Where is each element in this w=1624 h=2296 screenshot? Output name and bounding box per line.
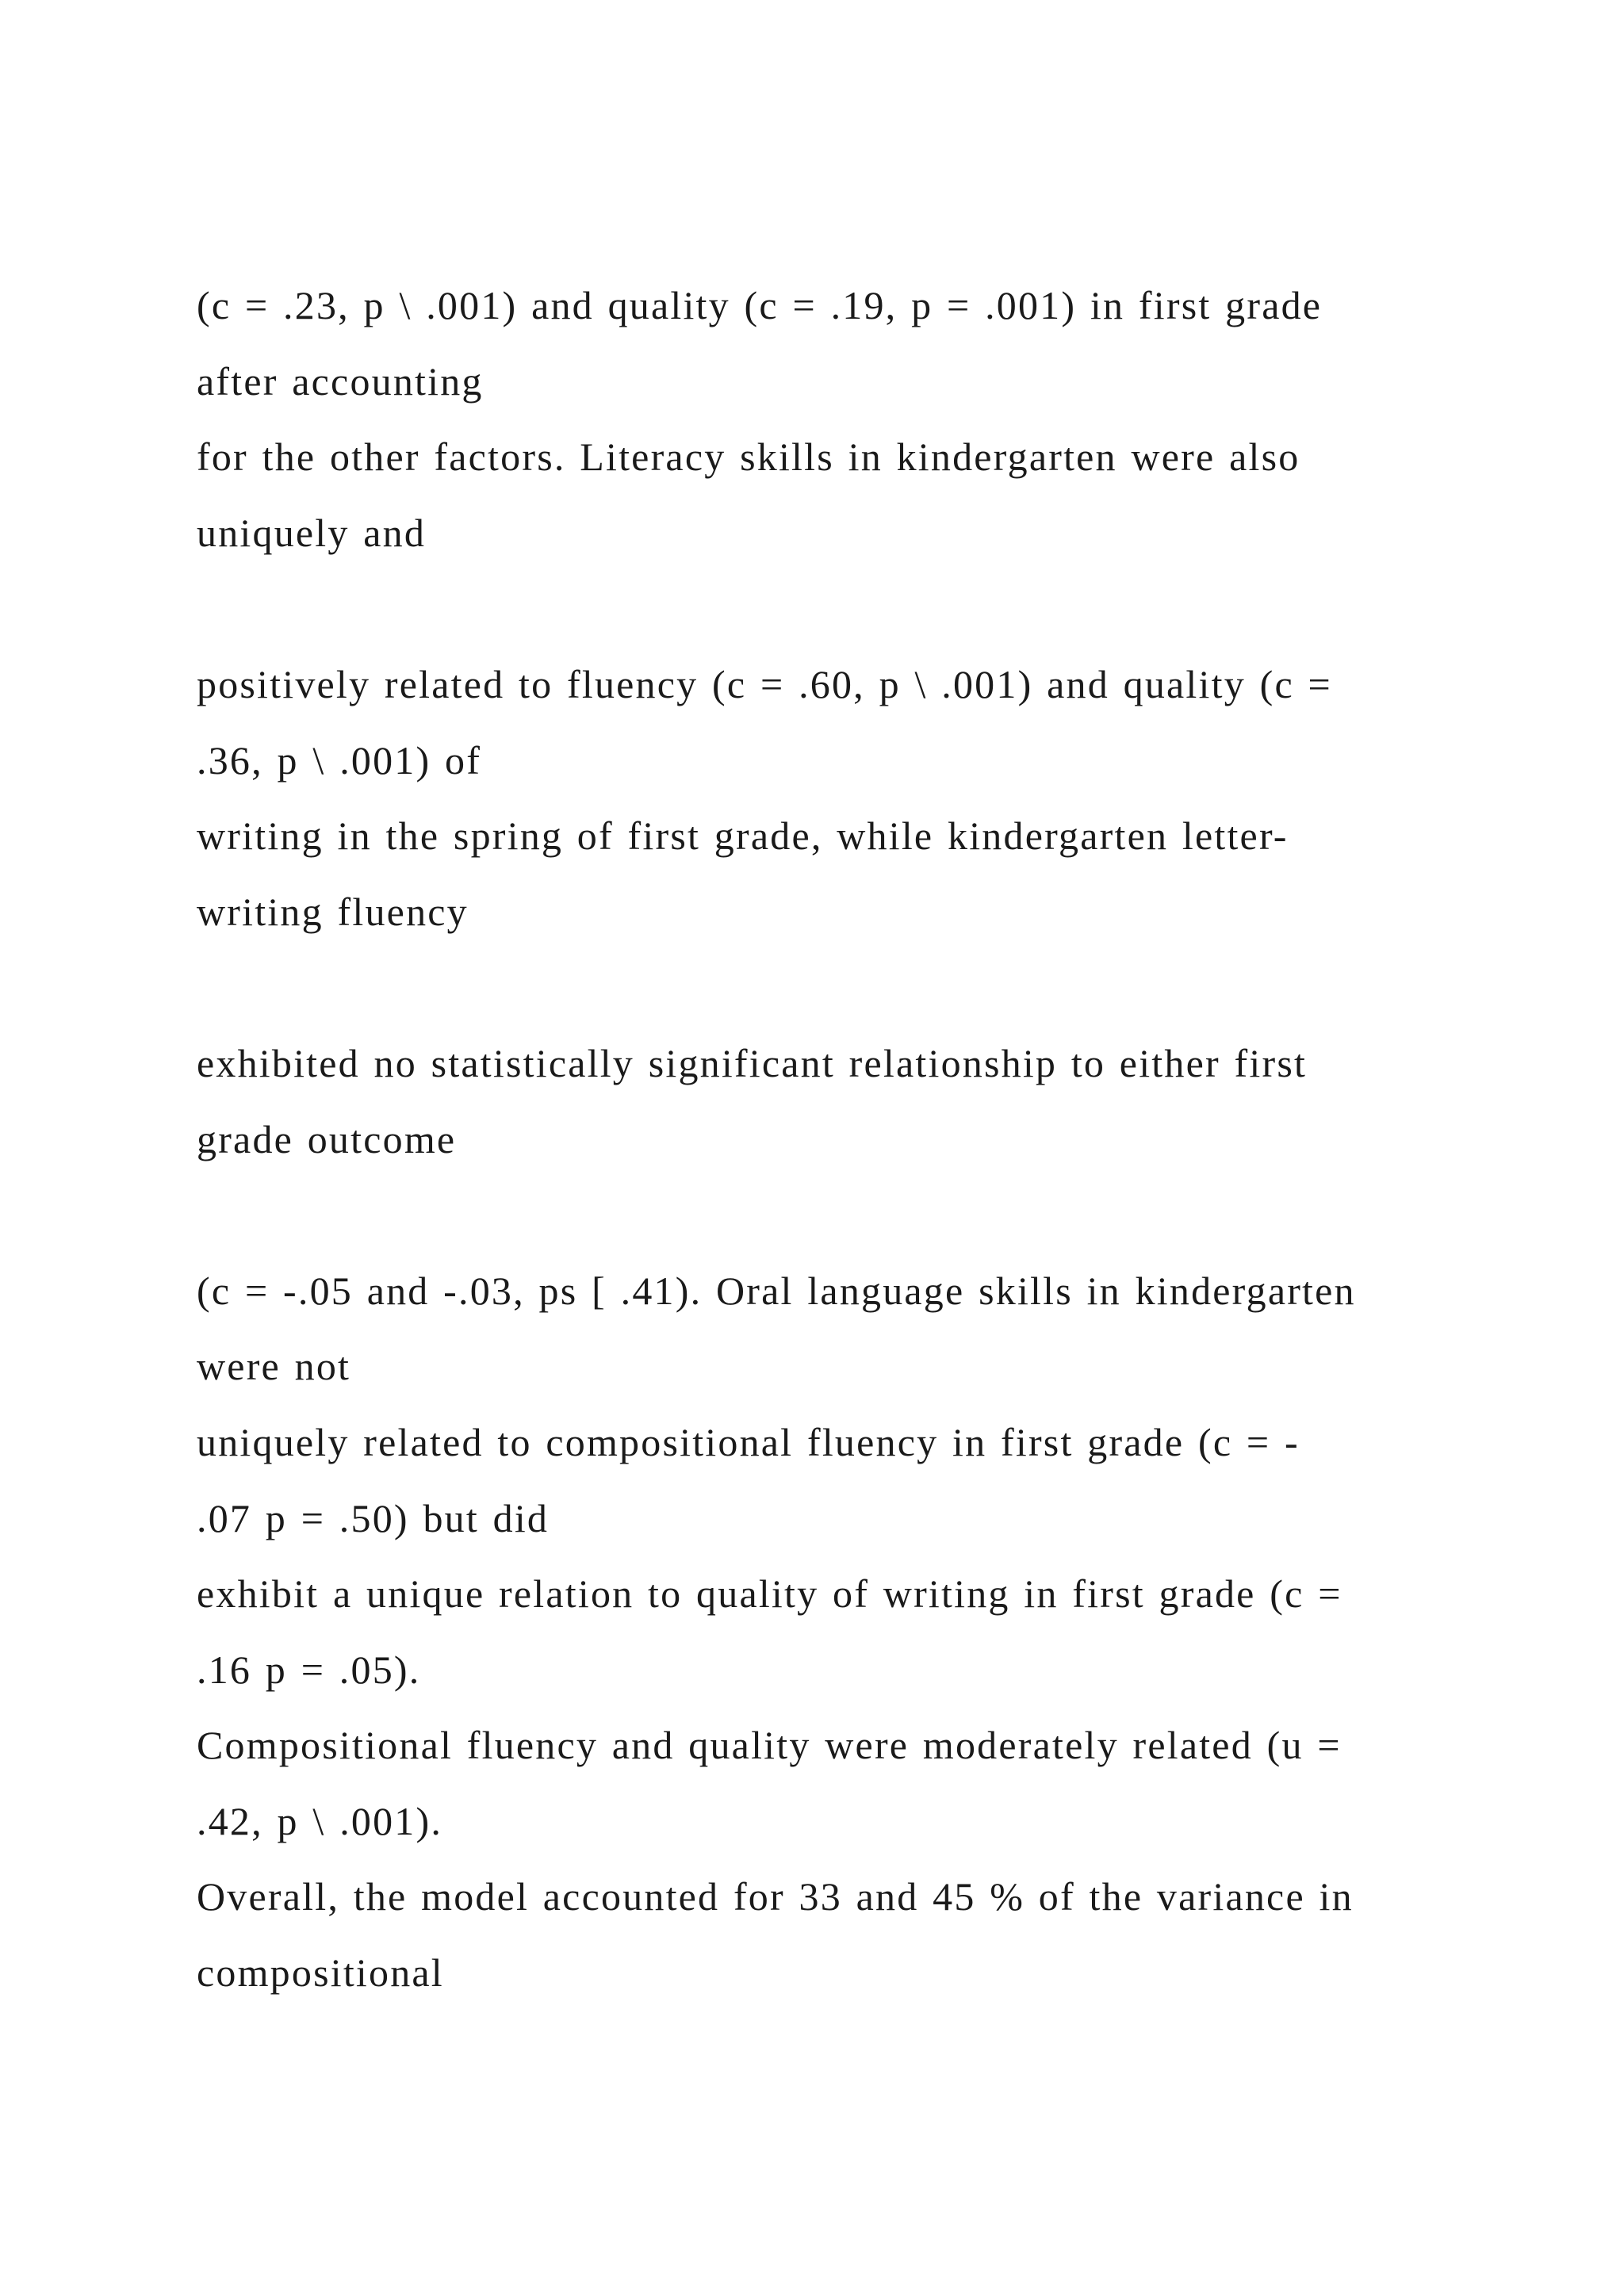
text-line: Compositional fluency and quality were moderately related (u = xyxy=(197,1723,1342,1768)
blank-line xyxy=(197,571,1608,647)
body-text xyxy=(197,268,1608,2011)
blank-line xyxy=(197,950,1608,1026)
blank-line xyxy=(197,1177,1608,1253)
text-line: Overall, the model accounted for 33 and 45 % of the variance in xyxy=(197,1874,1354,1919)
text-line: .36, p \ .001) of xyxy=(197,737,482,783)
text-line: uniquely and xyxy=(197,510,427,555)
text-line: exhibited no statistically significant relationship to either first xyxy=(197,1040,1308,1085)
text-line: grade outcome xyxy=(197,1116,457,1161)
text-line: (c = -.05 and -.03, ps [ .41). Oral language skills in kindergarten xyxy=(197,1268,1356,1313)
text-line: writing fluency xyxy=(197,889,469,934)
text-line: were not xyxy=(197,1344,351,1389)
text-line: positively related to fluency (c = .60, p \ .001) and quality (c = xyxy=(197,661,1332,706)
text-line: after accounting xyxy=(197,358,484,404)
text-line: compositional xyxy=(197,1950,444,1996)
text-line: writing in the spring of first grade, while kindergarten letter- xyxy=(197,813,1289,859)
text-line: uniquely related to compositional fluency in first grade (c = - xyxy=(197,1419,1300,1464)
text-line: .42, p \ .001). xyxy=(197,1798,443,1843)
text-line: .07 p = .50) but did xyxy=(197,1495,550,1540)
text-line: for the other factors. Literacy skills in kindergarten were also xyxy=(197,434,1300,480)
text-line: .16 p = .05). xyxy=(197,1647,421,1692)
text-line: exhibit a unique relation to quality of writing in first grade (c = xyxy=(197,1571,1342,1617)
text-line: (c = .23, p \ .001) and quality (c = .19, p = .001) in first grade xyxy=(197,283,1323,327)
